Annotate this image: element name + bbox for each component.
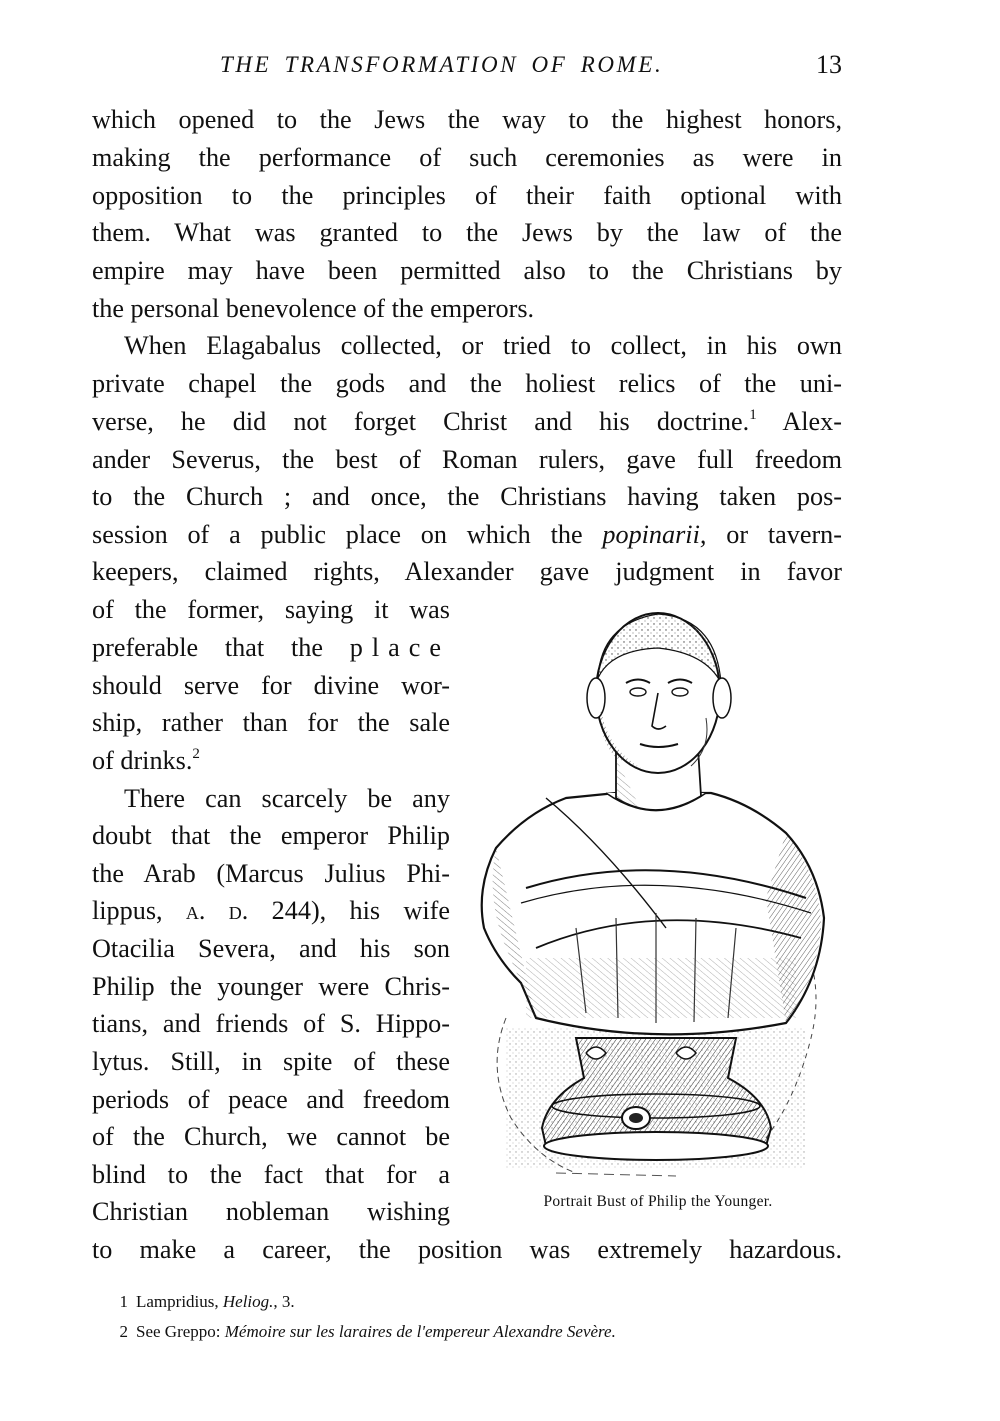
footnote-mark: 1: [119, 1292, 128, 1311]
text-line: tians, and friends of S. Hippo-: [92, 1009, 450, 1038]
footnote-text: See Greppo:: [136, 1322, 225, 1341]
running-title: THE TRANSFORMATION OF ROME.: [220, 52, 664, 77]
text-span: lippus,: [92, 896, 186, 925]
footnote-2: [92, 1320, 842, 1344]
text-line: [92, 742, 450, 779]
bust-head: [587, 613, 731, 773]
footnote-text: Lampridius,: [136, 1292, 223, 1311]
bust-torso: [482, 793, 824, 1034]
text-line: keepers, claimed rights, Alexander gave judgment in favor: [92, 557, 842, 586]
text-span: or tavern-: [706, 520, 842, 549]
text-line: the Arab (Marcus Julius Phi-: [92, 859, 450, 888]
text-line: doubt that the emperor Philip: [92, 821, 450, 850]
figure-caption: Portrait Bust of Philip the Younger.: [543, 1193, 773, 1210]
footnote-ref-2: 2: [192, 746, 200, 762]
footnote-ref-1: 1: [749, 407, 757, 423]
text-line: Philip the younger were Chris-: [92, 972, 450, 1001]
bust-engraving: [466, 598, 846, 1188]
text-line: [92, 892, 450, 929]
bust-figure: [466, 598, 846, 1208]
text-line: [92, 403, 842, 440]
text-span: session of a public place on which the: [92, 520, 603, 549]
text-line: to the Church ; and once, the Christians having taken pos-: [92, 482, 842, 511]
text-line: which opened to the Jews the way to the highest honors,: [92, 105, 842, 134]
text-line: Otacilia Severa, and his son: [92, 934, 450, 963]
text-line: lytus. Still, in spite of these: [92, 1047, 450, 1076]
footnote-text: , 3.: [273, 1292, 295, 1311]
text-line: opposition to the principles of their faith optional with: [92, 181, 842, 210]
text-line: Christian nobleman wishing: [92, 1197, 450, 1226]
text-line: ship, rather than for the sale: [92, 708, 450, 737]
text-span: 244), his wife: [248, 896, 450, 925]
text-line: making the performance of such ceremonies as were in: [92, 143, 842, 172]
text-line: [92, 629, 450, 666]
text-line: should serve for divine wor-: [92, 671, 450, 700]
text-line: private chapel the gods and the holiest relics of the uni-: [92, 369, 842, 398]
text-span: preferable that the: [92, 633, 350, 662]
text-span: verse, he did not forget Christ and his doctrine.: [92, 407, 750, 436]
footnote-mark: 2: [119, 1322, 128, 1341]
text-line: periods of peace and freedom: [92, 1085, 450, 1114]
small-caps-era: a. d.: [185, 896, 249, 925]
text-line: blind to the fact that for a: [92, 1160, 450, 1189]
page-number: 13: [816, 50, 842, 79]
footnote-1: [92, 1290, 842, 1314]
text-line: There can scarcely be any: [124, 784, 450, 813]
text-line: of the former, saying it was: [92, 595, 450, 624]
text-line: empire may have been permitted also to the Christians by: [92, 256, 842, 285]
text-span: Alex-: [756, 407, 842, 436]
text-line: to make a career, the position was extremely hazardous.: [92, 1235, 842, 1264]
running-head: [92, 50, 842, 84]
italic-term: popinarii,: [602, 520, 707, 549]
footnote-italic: Mémoire sur les laraires de l'empereur Alexandre Sevère.: [224, 1322, 616, 1341]
footnote-italic: Heliog.: [222, 1292, 274, 1311]
text-span: of drinks.: [92, 746, 193, 775]
text-line: ander Severus, the best of Roman rulers, gave full freedom: [92, 445, 842, 474]
spaced-word: place: [349, 633, 450, 662]
text-line: [92, 516, 842, 553]
text-line: them. What was granted to the Jews by the law of the: [92, 218, 842, 247]
text-line: When Elagabalus collected, or tried to collect, in his own: [124, 331, 842, 360]
text-line: the personal benevolence of the emperors.: [92, 294, 535, 323]
text-line: of the Church, we cannot be: [92, 1122, 450, 1151]
